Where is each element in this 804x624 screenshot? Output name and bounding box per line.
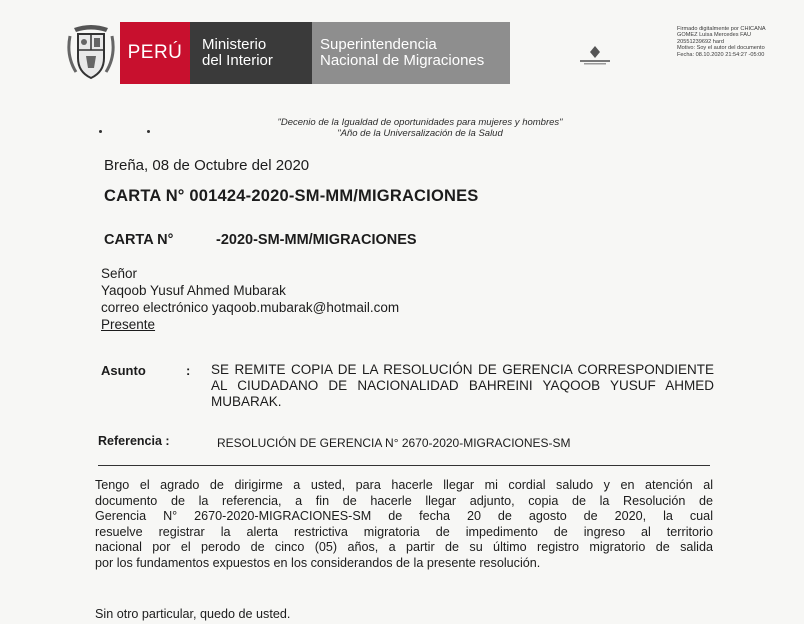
government-banner bbox=[120, 22, 510, 84]
addressee-block bbox=[101, 265, 399, 333]
addressee-name: Yaqoob Yusuf Ahmed Mubarak bbox=[101, 283, 286, 298]
digital-signature-block bbox=[677, 26, 801, 58]
letter-date: Breña, 08 de Octubre del 2020 bbox=[104, 157, 310, 174]
banner-agency bbox=[312, 22, 510, 84]
referencia-text: RESOLUCIÓN DE GERENCIA N° 2670-2020-MIGRACIONES-SM bbox=[217, 436, 571, 450]
signature-line: Firmado digitalmente por CHICANA bbox=[677, 26, 766, 32]
closing-line: Sin otro particular, quedo de usted. bbox=[95, 607, 291, 621]
motto-line-1: "Decenio de la Igualdad de oportunidades para mujeres y hombres" bbox=[277, 117, 563, 128]
signature-line: GOMEZ Luisa Mercedes FAU bbox=[677, 32, 751, 39]
carta-blank-prefix: CARTA N° bbox=[104, 232, 174, 248]
banner-ministry bbox=[190, 22, 312, 84]
body-line: documento de la referencia, a fin de hacerle llegar adjunto, copia de la Resolución de bbox=[95, 493, 713, 508]
agency-line-2: Nacional de Migraciones bbox=[320, 52, 485, 69]
referencia-label: Referencia : bbox=[98, 434, 170, 448]
asunto-label: Asunto bbox=[101, 363, 146, 378]
addressee-salutation: Señor bbox=[101, 266, 138, 281]
body-line: nacional por el perodo de cinco (05) años, a partir de su último registro migratorio de salida bbox=[95, 540, 713, 554]
scan-speck bbox=[99, 130, 102, 133]
official-motto bbox=[200, 117, 640, 139]
ministry-line-2: del Interior bbox=[202, 52, 273, 69]
scan-speck bbox=[147, 130, 150, 133]
peru-coat-of-arms-icon bbox=[66, 22, 116, 82]
carta-blank-suffix: -2020-SM-MM/MIGRACIONES bbox=[216, 232, 417, 248]
signature-line: Fecha: 08.10.2020 21:54:27 -05:00 bbox=[677, 51, 765, 58]
signature-line: 20551239692 hard bbox=[677, 38, 724, 45]
carta-number: CARTA N° 001424-2020-SM-MM/MIGRACIONES bbox=[104, 187, 479, 205]
carta-number-template bbox=[104, 232, 417, 248]
asunto-text: SE REMITE COPIA DE LA RESOLUCIÓN DE GERENCIA CORRESPONDIENTE AL CIUDADANO DE NACIONALIDAD BAHREINI YAQOOB YUSUF AHMED MUBARAK. bbox=[211, 362, 714, 409]
signature-line: Motivo: Soy el autor del documento bbox=[677, 45, 765, 52]
section-divider bbox=[98, 465, 710, 466]
banner-peru: PERÚ bbox=[120, 22, 190, 84]
body-line: por los fundamentos expuestos en los considerandos de la presente resolución. bbox=[95, 555, 541, 570]
asunto-colon: : bbox=[186, 363, 191, 378]
motto-line-2: "Año de la Universalización de la Salud bbox=[337, 128, 503, 139]
addressee-presente: Presente bbox=[101, 317, 156, 332]
signature-seal-icon bbox=[578, 44, 612, 66]
body-paragraph bbox=[95, 478, 713, 571]
body-line: Gerencia N° 2670-2020-MIGRACIONES-SM de fecha 20 de agosto de 2020, la cual bbox=[95, 509, 713, 523]
body-line: Tengo el agrado de dirigirme a usted, para hacerle llegar mi cordial saludo y en atención al bbox=[95, 478, 713, 492]
agency-line-1: Superintendencia bbox=[320, 36, 437, 53]
body-line: resuelve registrar la alerta restrictiva migratoria de impedimento de ingreso al territorio bbox=[95, 524, 713, 539]
ministry-line-1: Ministerio bbox=[202, 36, 267, 53]
addressee-email: correo electrónico yaqoob.mubarak@hotmail.com bbox=[101, 300, 400, 315]
